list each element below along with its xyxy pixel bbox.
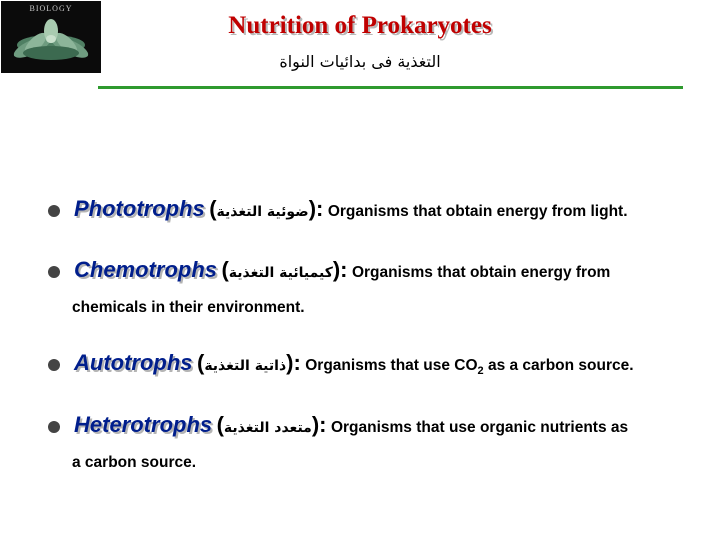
bullet-dot [48, 359, 60, 371]
bullet-dot [48, 421, 60, 433]
term-arabic: متعدد التغذية [223, 420, 312, 436]
term-arabic: كيميائية التغذية [228, 265, 333, 281]
definition-continuation: a carbon source. [72, 454, 197, 471]
slide-title: Nutrition of Prokaryotes [228, 12, 492, 39]
term-arabic: ضوئية التغذية [216, 204, 309, 220]
definition: Organisms that obtain energy from [351, 264, 611, 281]
cover-title: BIOLOGY [29, 4, 73, 13]
slide-subtitle-arabic: التغذية فى بدائيات النواة [279, 52, 441, 71]
definition: Organisms that use organic nutrients as [330, 419, 629, 436]
term: Heterotrophs [74, 412, 213, 437]
bullet-dot [48, 266, 60, 278]
definition: Organisms that obtain energy from light. [327, 203, 628, 220]
term: Phototrophs [74, 196, 205, 221]
title-divider [98, 86, 683, 89]
term: Chemotrophs [74, 257, 217, 282]
bullet-dot [48, 205, 60, 217]
definition-continuation: chemicals in their environment. [72, 299, 305, 316]
definition: Organisms that use $CO_2$ as a carbon source. [305, 357, 634, 378]
term-arabic: ذاتية التغذية [204, 358, 287, 374]
term: Autotrophs [74, 350, 193, 375]
